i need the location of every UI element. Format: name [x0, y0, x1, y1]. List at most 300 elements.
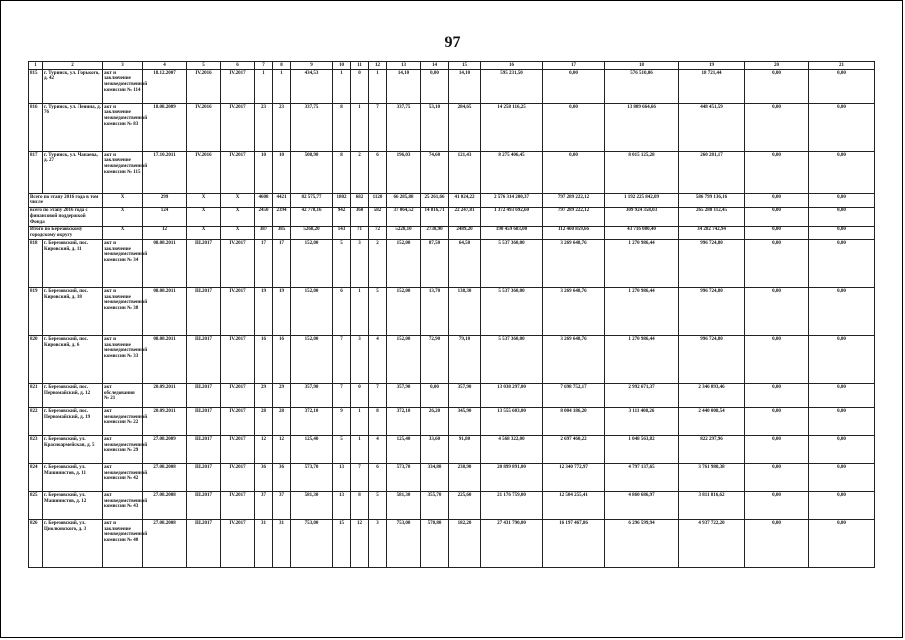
table-cell: 2 440 008,54 [679, 408, 745, 436]
table-cell: 33,60 [421, 436, 449, 464]
table-cell: 37 [273, 492, 291, 520]
table-cell: 82 575,77 [291, 194, 333, 208]
table-cell: 5 [369, 492, 387, 520]
table-cell: 42 770,16 [291, 207, 333, 226]
document-cell: акт и заключение межведомственной комиссии № 40 [103, 520, 143, 568]
table-cell: 37 [255, 492, 273, 520]
table-cell: 27.08.2009 [143, 436, 187, 464]
table-cell: 36 [255, 464, 273, 492]
table-cell: 29 [273, 384, 291, 408]
table-cell: 08.08.2011 [143, 336, 187, 384]
table-cell: 5268,20 [291, 226, 333, 240]
table-cell: 2 576 314 200,37 [481, 194, 543, 208]
column-number: 19 [679, 62, 745, 70]
table-cell: 13 [333, 464, 351, 492]
table-cell: IV.2017 [221, 492, 255, 520]
table-cell: 1 [351, 408, 369, 436]
table-cell: 265 280 112,45 [679, 207, 745, 226]
address-cell: г. Березовский, пос. Первомайский, д. 12 [43, 384, 103, 408]
table-cell: 12 504 255,41 [543, 492, 605, 520]
table-cell: 0,00 [809, 152, 875, 194]
table-cell: 337,75 [291, 104, 333, 152]
table-cell: 238,90 [449, 464, 481, 492]
table-cell: 8 [351, 492, 369, 520]
table-cell: 6 [333, 288, 351, 336]
table-cell: 18.12.2007 [143, 70, 187, 104]
table-cell: 25 261,66 [421, 194, 449, 208]
address-cell: г. Туринск, ул. Чапаева, д. 27 [43, 152, 103, 194]
table-cell: 372,10 [291, 408, 333, 436]
table-cell: 91,80 [449, 436, 481, 464]
table-cell: 8 015 125,28 [605, 152, 679, 194]
table-cell: 0,00 [745, 520, 809, 568]
address-cell: г. Березовский, пос. Кировский, д. 11 [43, 240, 103, 288]
table-cell: 27.08.2008 [143, 464, 187, 492]
table-cell: 815 [29, 70, 43, 104]
table-cell: 152,00 [291, 240, 333, 288]
table-cell: 570,80 [421, 520, 449, 568]
table-cell: 819 [29, 288, 43, 336]
table-cell: 152,00 [387, 336, 421, 384]
table-cell: 64,50 [449, 240, 481, 288]
table-cell: 0,00 [809, 464, 875, 492]
table-cell: 17.10.2011 [143, 152, 187, 194]
column-number: 10 [333, 62, 351, 70]
table-cell: 27.08.2008 [143, 492, 187, 520]
table-cell: 124 [143, 207, 187, 226]
column-number: 1 [29, 62, 43, 70]
table-cell: 0 [351, 70, 369, 104]
table-cell: 225,60 [449, 492, 481, 520]
table-row [29, 240, 875, 288]
table-cell: 0,00 [809, 408, 875, 436]
table-cell: 23 [273, 104, 291, 152]
address-cell: г. Туринск, ул. Ленина, д. 76 [43, 104, 103, 152]
document-cell: акт межведомственной комиссии № 42 [103, 464, 143, 492]
table-cell: 2 [369, 240, 387, 288]
table-cell: 28 [273, 408, 291, 436]
column-number: 11 [351, 62, 369, 70]
table-cell: 71 [351, 226, 369, 240]
table-cell: 586 799 136,16 [679, 194, 745, 208]
table-cell: 5 [333, 436, 351, 464]
column-number: 6 [221, 62, 255, 70]
table-cell: 14,10 [387, 70, 421, 104]
total-label: всего по этапу 2016 года с финансовой поддержкой Фонда [29, 207, 103, 226]
table-cell: 14 816,71 [421, 207, 449, 226]
table-row [29, 436, 875, 464]
table-cell: 74,60 [421, 152, 449, 194]
table-cell: 13 [333, 492, 351, 520]
table-cell: 2489,20 [449, 226, 481, 240]
table-cell: 196,03 [387, 152, 421, 194]
document-cell: акт и заключение межведомственной комиссии № 115 [103, 152, 143, 194]
table-cell: 334,80 [421, 464, 449, 492]
table-row [29, 70, 875, 104]
table-cell: X [187, 207, 221, 226]
table-cell: 0,00 [809, 520, 875, 568]
table-cell: 2450 [255, 207, 273, 226]
table-cell: 1802 [333, 194, 351, 208]
column-number: 20 [745, 62, 809, 70]
total-label: Всего по этапу 2016 года в том числе [29, 194, 103, 208]
table-cell: 996 724,80 [679, 288, 745, 336]
table-cell: 299 [143, 194, 187, 208]
table-cell: 53,10 [421, 104, 449, 152]
table-cell: 0,00 [809, 70, 875, 104]
table-cell: 0,00 [809, 288, 875, 336]
table-cell: X [103, 207, 143, 226]
table-cell: III.2017 [187, 408, 221, 436]
table-cell: 20.09.2011 [143, 408, 187, 436]
table-cell: 0,00 [809, 226, 875, 240]
table-row [29, 408, 875, 436]
table-cell: 12 [143, 226, 187, 240]
table-cell: 08.08.2011 [143, 240, 187, 288]
document-cell: акт и заключение межведомственной комиссии № 33 [103, 336, 143, 384]
table-cell: 1 192 225 842,09 [605, 194, 679, 208]
table-cell: 0,00 [745, 70, 809, 104]
table-cell: X [187, 194, 221, 208]
document-cell: акт и заключение межведомственной комиссии № 38 [103, 288, 143, 336]
table-cell: 7 [369, 384, 387, 408]
table-cell: X [103, 194, 143, 208]
table-cell: 125,40 [291, 436, 333, 464]
table-cell: 8 [333, 104, 351, 152]
address-cell: г. Березовский, ул. Красноармейская, д. 5 [43, 436, 103, 464]
column-number: 2 [43, 62, 103, 70]
table-cell: 37 064,52 [387, 207, 421, 226]
table-cell: 17 [273, 240, 291, 288]
table-cell: 309 924 358,03 [605, 207, 679, 226]
table-cell: 0,00 [745, 464, 809, 492]
table-cell: 8 275 406,45 [481, 152, 543, 194]
table-row [29, 152, 875, 194]
table-cell: 17 [255, 240, 273, 288]
table-cell: X [103, 226, 143, 240]
table-cell: 7 [333, 384, 351, 408]
column-number: 21 [809, 62, 875, 70]
table-cell: 817 [29, 152, 43, 194]
document-cell: акт межведомственной комиссии № 43 [103, 492, 143, 520]
table-cell: 13 809 664,66 [605, 104, 679, 152]
table-cell: III.2017 [187, 464, 221, 492]
table-cell: 7 [333, 336, 351, 384]
page-number: 97 [444, 34, 461, 51]
table-cell: 1 048 563,82 [605, 436, 679, 464]
table-cell: 16 197 467,86 [543, 520, 605, 568]
table-cell: 27 431 790,00 [481, 520, 543, 568]
table-cell: 5 537 360,00 [481, 288, 543, 336]
table-cell: 7 [351, 464, 369, 492]
table-cell: 152,00 [291, 336, 333, 384]
table-cell: IV.2017 [221, 520, 255, 568]
document-cell: акт и заключение межведомственной комиссии № 83 [103, 104, 143, 152]
table-cell: 0,00 [745, 408, 809, 436]
table-cell: 72 [369, 226, 387, 240]
table-cell: 3 269 648,76 [543, 336, 605, 384]
table-cell: 41 024,22 [449, 194, 481, 208]
column-number: 13 [387, 62, 421, 70]
table-cell: 372,10 [387, 408, 421, 436]
table-row [29, 492, 875, 520]
table-cell: III.2017 [187, 492, 221, 520]
table-cell: 1 [351, 436, 369, 464]
table-cell: III.2017 [187, 288, 221, 336]
table-cell: III.2017 [187, 384, 221, 408]
address-cell: г. Березовский, ул. Машинистов, д. 11 [43, 464, 103, 492]
table-cell: 15 [333, 520, 351, 568]
table-cell: 21 176 759,00 [481, 492, 543, 520]
table-cell: 996 724,80 [679, 336, 745, 384]
table-cell: III.2017 [187, 336, 221, 384]
column-number: 12 [369, 62, 387, 70]
table-cell: 822 [29, 408, 43, 436]
table-cell: 823 [29, 436, 43, 464]
table-row [29, 384, 875, 408]
table-cell: 0,00 [421, 384, 449, 408]
table-cell: 284,65 [449, 104, 481, 152]
table-cell: 797 289 222,12 [543, 194, 605, 208]
table-cell: 996 724,80 [679, 240, 745, 288]
document-cell: акт межведомственной комиссии № 29 [103, 436, 143, 464]
table-cell: 8 004 186,20 [543, 408, 605, 436]
table-cell: 581,30 [387, 492, 421, 520]
table-cell: IV.2017 [221, 152, 255, 194]
table-cell: 5 537 360,00 [481, 240, 543, 288]
table-cell: 1 [333, 70, 351, 104]
table-cell: 143 [333, 226, 351, 240]
table-cell: IV.2017 [221, 70, 255, 104]
table-cell: 34 282 742,94 [679, 226, 745, 240]
table-cell: 79,10 [449, 336, 481, 384]
table-cell: IV.2017 [221, 336, 255, 384]
table-cell: 138,30 [449, 288, 481, 336]
table-cell: 2 992 671,37 [605, 384, 679, 408]
table-cell: 387 [255, 226, 273, 240]
address-cell: г. Туринск, ул. Горького, д. 42 [43, 70, 103, 104]
table-cell: 6 [369, 152, 387, 194]
table-cell: 0,00 [745, 288, 809, 336]
table-cell: 6 [369, 464, 387, 492]
table-cell: 581,30 [291, 492, 333, 520]
table-cell: 4 797 137,65 [605, 464, 679, 492]
table-cell: 816 [29, 104, 43, 152]
table-cell: III.2017 [187, 240, 221, 288]
table-cell: 1 270 986,44 [605, 336, 679, 384]
table-cell: 3 [351, 336, 369, 384]
table-cell: 0,00 [809, 194, 875, 208]
table-cell: 1 270 986,44 [605, 240, 679, 288]
table-cell: 22 247,81 [449, 207, 481, 226]
table-cell: 345,90 [449, 408, 481, 436]
table-row [29, 520, 875, 568]
table-cell: 0,00 [745, 226, 809, 240]
table-cell: 5 [333, 240, 351, 288]
table-cell: 12 [273, 436, 291, 464]
table-cell: 5 [369, 288, 387, 336]
table-cell: 3 761 980,38 [679, 464, 745, 492]
document-cell: акт межведомственной комиссии № 22 [103, 408, 143, 436]
table-cell: 27.08.2008 [143, 520, 187, 568]
table-cell: 0,00 [809, 104, 875, 152]
table-cell: 5228,10 [387, 226, 421, 240]
table-cell: 36 [273, 464, 291, 492]
address-cell: г. Березовский, ул. Циолковского, д. 3 [43, 520, 103, 568]
table-cell: 31 [255, 520, 273, 568]
table-cell: 0,00 [809, 384, 875, 408]
address-cell: г. Березовский, пос. Первомайский, д. 19 [43, 408, 103, 436]
table-cell: 385 [273, 226, 291, 240]
table-cell: 753,00 [387, 520, 421, 568]
table-row [29, 336, 875, 384]
table-cell: 1 372 493 692,60 [481, 207, 543, 226]
document-cell: акт обследования № 21 [103, 384, 143, 408]
table-cell: 825 [29, 492, 43, 520]
table-cell: 2 [351, 152, 369, 194]
table-cell: 8 [369, 408, 387, 436]
table-cell: 12 [255, 436, 273, 464]
table-cell: 1120 [369, 194, 387, 208]
table-cell: 797 289 222,12 [543, 207, 605, 226]
table-cell: IV.2016 [187, 70, 221, 104]
table-cell: 0,00 [543, 152, 605, 194]
table-cell: 18 721,44 [679, 70, 745, 104]
table-cell: 355,70 [421, 492, 449, 520]
table-cell: 826 [29, 520, 43, 568]
table-cell: 357,90 [387, 384, 421, 408]
total-row [29, 226, 875, 240]
table-cell: 448 451,59 [679, 104, 745, 152]
table-cell: 8 [333, 152, 351, 194]
table-cell: 0,00 [745, 194, 809, 208]
table-cell: 822 297,96 [679, 436, 745, 464]
table-cell: 1 270 986,44 [605, 288, 679, 336]
table-cell: 19 [273, 288, 291, 336]
table-cell: 190 459 683,00 [481, 226, 543, 240]
table-cell: 66 285,88 [387, 194, 421, 208]
table-row [29, 464, 875, 492]
table-cell: 4421 [273, 194, 291, 208]
total-row [29, 207, 875, 226]
table-cell: IV.2017 [221, 240, 255, 288]
table-cell: 28 [255, 408, 273, 436]
table-cell: 595 231,50 [481, 70, 543, 104]
table-cell: 13,70 [421, 288, 449, 336]
table-cell: 152,00 [387, 240, 421, 288]
table-cell: 573,70 [291, 464, 333, 492]
table-cell: IV.2016 [187, 152, 221, 194]
table-cell: 0,00 [745, 384, 809, 408]
table-cell: III.2017 [187, 436, 221, 464]
table-cell: 0,00 [421, 70, 449, 104]
table-cell: 821 [29, 384, 43, 408]
table-cell: 0,00 [543, 104, 605, 152]
table-cell: 337,75 [387, 104, 421, 152]
table-cell: 43 716 080,40 [605, 226, 679, 240]
total-label: Итого по Березовскому городскому округу [29, 226, 103, 240]
table-cell: 16 [255, 336, 273, 384]
table-cell: 182,20 [449, 520, 481, 568]
table-cell: 360 [351, 207, 369, 226]
table-cell: III.2017 [187, 520, 221, 568]
table-cell: 26,20 [421, 408, 449, 436]
table-cell: 753,00 [291, 520, 333, 568]
table-cell: 14 258 116,25 [481, 104, 543, 152]
housing-table [28, 61, 875, 568]
table-cell: 12 [351, 520, 369, 568]
table-cell: 434,53 [291, 70, 333, 104]
table-cell: 20 899 891,00 [481, 464, 543, 492]
table-cell: 0,00 [745, 104, 809, 152]
table-cell: 23 [255, 104, 273, 152]
table-cell: 0,00 [809, 240, 875, 288]
table-cell: 508,90 [291, 152, 333, 194]
table-cell: 357,90 [291, 384, 333, 408]
table-cell: 5 537 360,00 [481, 336, 543, 384]
table-cell: 576 510,06 [605, 70, 679, 104]
table-cell: 0,00 [543, 70, 605, 104]
table-cell: IV.2017 [221, 104, 255, 152]
table-cell: 1 [369, 70, 387, 104]
table-cell: 0 [351, 384, 369, 408]
table-cell: 0,00 [745, 436, 809, 464]
table-cell: 1 [273, 70, 291, 104]
table-cell: IV.2017 [221, 436, 255, 464]
column-number: 16 [481, 62, 543, 70]
table-cell: 16 [273, 336, 291, 384]
table-cell: X [221, 194, 255, 208]
table-cell: 0,00 [809, 492, 875, 520]
table-cell: 125,40 [387, 436, 421, 464]
column-number: 5 [187, 62, 221, 70]
table-cell: 824 [29, 464, 43, 492]
table-cell: 121,43 [449, 152, 481, 194]
table-cell: 13 038 297,00 [481, 384, 543, 408]
table-cell: 08.08.2011 [143, 288, 187, 336]
table-cell: 573,70 [387, 464, 421, 492]
document-cell: акт и заключение межведомственной комиссии № 114 [103, 70, 143, 104]
table-row [29, 288, 875, 336]
table-cell: 19 [255, 288, 273, 336]
table-cell: 818 [29, 240, 43, 288]
table-cell: X [221, 226, 255, 240]
table-cell: 0,00 [809, 207, 875, 226]
address-cell: г. Березовский, пос. Кировский, д. 18 [43, 288, 103, 336]
table-cell: 3 811 816,62 [679, 492, 745, 520]
table-cell: X [187, 226, 221, 240]
table-cell: 0,00 [745, 336, 809, 384]
table-cell: 2738,90 [421, 226, 449, 240]
table-row [29, 104, 875, 152]
column-number: 8 [273, 62, 291, 70]
table-cell: 3 269 648,76 [543, 240, 605, 288]
table-cell: 357,90 [449, 384, 481, 408]
table-cell: 6 296 599,94 [605, 520, 679, 568]
table-cell: 0,00 [745, 152, 809, 194]
table-cell: 4 860 686,97 [605, 492, 679, 520]
table-cell: 0,00 [745, 240, 809, 288]
table-cell: 12 340 772,97 [543, 464, 605, 492]
table-cell: 10 [273, 152, 291, 194]
table-cell: 14,10 [449, 70, 481, 104]
header-row [29, 62, 875, 70]
table-cell: 72,90 [421, 336, 449, 384]
table-cell: 2394 [273, 207, 291, 226]
column-number: 4 [143, 62, 187, 70]
table-cell: 1 [351, 288, 369, 336]
table-cell: 4 568 322,00 [481, 436, 543, 464]
